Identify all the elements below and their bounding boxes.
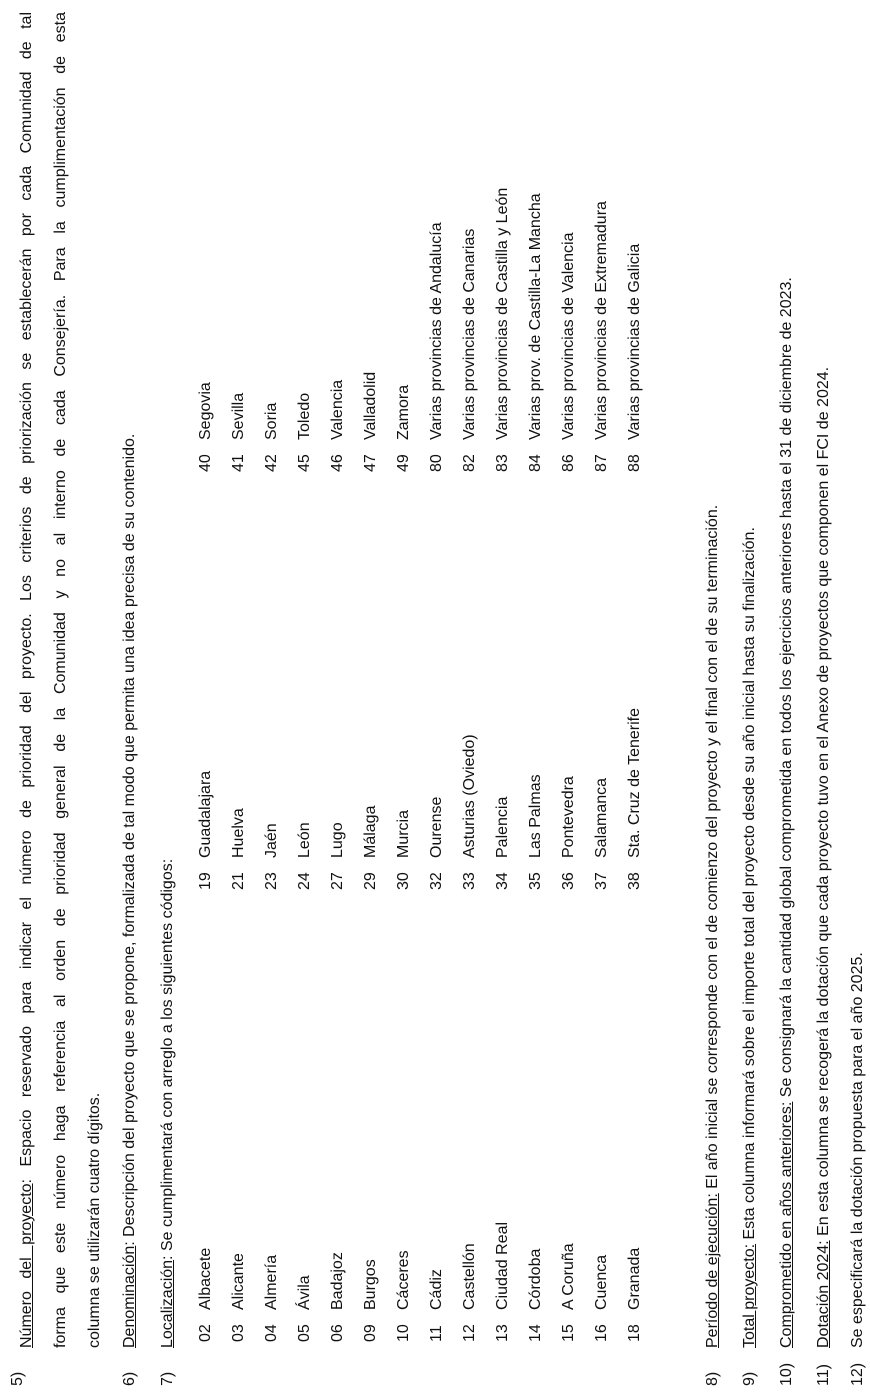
province-code: 03 (230, 1324, 247, 1342)
province-code: 02 (197, 1324, 214, 1342)
province-code: 33 (461, 872, 478, 890)
province-name: Almería (263, 1254, 280, 1310)
province-code: 49 (395, 454, 412, 472)
province-code: 10 (395, 1324, 412, 1342)
province-code: 12 (461, 1324, 478, 1342)
province-name: Huelva (230, 808, 247, 858)
province-code: 46 (329, 454, 346, 472)
item-9-body: Esta columna informará sobre el importe total del proyecto desde su año inicial hasta su finalización. (741, 527, 758, 1244)
province-name: Ourense (428, 796, 445, 858)
province-name: Sevilla (230, 392, 247, 440)
province-code: 38 (626, 872, 643, 890)
province-name: Soria (263, 402, 280, 440)
item-11-text (816, 367, 832, 1348)
province-code: 09 (362, 1324, 379, 1342)
province-code: 47 (362, 454, 379, 472)
province-code: 34 (494, 872, 511, 890)
province-code: 06 (329, 1324, 346, 1342)
province-code: 16 (593, 1324, 610, 1342)
province-name: Cuenca (593, 1254, 610, 1310)
province-name: Murcia (395, 809, 412, 858)
item-10-text (779, 277, 795, 1348)
item-6-number: 6) (121, 1371, 138, 1386)
province-name: Segovia (197, 382, 214, 440)
province-code: 84 (527, 454, 544, 472)
item-7-body: : Se cumplimentará con arreglo a los siguientes códigos: (159, 858, 176, 1260)
item-5-line-3: columna se utilizarán cuatro dígitos. (86, 1092, 103, 1348)
province-code: 35 (527, 872, 544, 890)
province-code: 83 (494, 454, 511, 472)
province-code: 41 (230, 454, 247, 472)
province-code: 36 (560, 872, 577, 890)
item-5-line-1 (10, 12, 44, 1348)
province-code: 30 (395, 872, 412, 890)
province-name: Albacete (197, 1247, 214, 1310)
province-name: Salamanca (593, 777, 610, 858)
province-name: Granada (626, 1247, 643, 1310)
province-name: Varias provincias de Extremadura (593, 201, 610, 440)
province-code: 14 (527, 1324, 544, 1342)
item-8-lead: Período de ejecución: (704, 1193, 721, 1348)
province-code: 19 (197, 872, 214, 890)
item-6-body: : Descripción del proyecto que se propone, formalizada de tal modo que permita una idea precisa de su contenido. (121, 433, 138, 1246)
province-code: 23 (263, 872, 280, 890)
item-10-body: Se consignará la cantidad global comprometida en todos los ejercicios anteriores hasta el 31 de diciembre de 2023. (778, 277, 795, 1102)
item-8-text (705, 505, 721, 1348)
item-5-paragraph (10, 12, 112, 1348)
province-code: 13 (494, 1324, 511, 1342)
province-name: Zamora (395, 384, 412, 440)
province-name: Varias provincias de Galicia (626, 243, 643, 440)
province-code: 21 (230, 872, 247, 890)
province-name: Sta. Cruz de Tenerife (626, 707, 643, 858)
province-name: Varias provincias de Andalucía (428, 222, 445, 440)
item-11-body: En esta columna se recogerá la dotación que cada proyecto tuvo en el Anexo de proyectos que componen el FCI de 2024. (815, 366, 832, 1241)
province-code: 05 (296, 1324, 313, 1342)
province-name: Pontevedra (560, 776, 577, 858)
province-code: 32 (428, 872, 445, 890)
province-name: Cáceres (395, 1250, 412, 1310)
province-name: Guadalajara (197, 770, 214, 858)
province-code: 80 (428, 454, 445, 472)
province-name: Castellón (461, 1243, 478, 1310)
province-code: 86 (560, 454, 577, 472)
province-name: Las Palmas (527, 774, 544, 858)
item-8-number: 8) (704, 1371, 721, 1386)
province-name: León (296, 822, 313, 858)
item-7-number: 7) (159, 1371, 176, 1386)
item-12-number: 12) (849, 1362, 866, 1386)
province-name: Ávila (296, 1275, 313, 1310)
province-name: Alicante (230, 1253, 247, 1310)
province-code: 24 (296, 872, 313, 890)
province-code: 18 (626, 1324, 643, 1342)
province-name: Lugo (329, 822, 346, 858)
province-code: 82 (461, 454, 478, 472)
province-name: Varias provincias de Castilla y León (494, 187, 511, 440)
province-name: Varias provincias de Canarias (461, 228, 478, 440)
province-code: 27 (329, 872, 346, 890)
item-7-text (160, 859, 176, 1348)
province-name: Palencia (494, 796, 511, 858)
province-name: Jaén (263, 823, 280, 858)
item-5-line-2: forma que este número haga referencia al orden de prioridad general de la Comunidad y no al interno de cada Consejería. Para la cumplimentación de esta (52, 12, 69, 1348)
province-name: Toledo (296, 392, 313, 440)
province-name: Málaga (362, 805, 379, 858)
province-code: 15 (560, 1324, 577, 1342)
province-name: Varias prov. de Castilla-La Mancha (527, 193, 544, 440)
province-name: Córdoba (527, 1248, 544, 1310)
item-11-number: 11) (815, 1364, 832, 1386)
province-code: 40 (197, 454, 214, 472)
item-9-lead: Total proyecto: (741, 1243, 758, 1348)
item-6-lead: Denominación (121, 1245, 138, 1348)
province-name: Cádiz (428, 1269, 445, 1310)
province-name: A Coruña (560, 1243, 577, 1310)
item-6-text (122, 434, 138, 1348)
province-code: 42 (263, 454, 280, 472)
item-10-lead: Comprometido en años anteriores: (778, 1101, 795, 1348)
province-code: 11 (428, 1325, 445, 1342)
item-9-number: 9) (741, 1371, 758, 1386)
province-code: 04 (263, 1324, 280, 1342)
province-name: Valladolid (362, 371, 379, 440)
province-code: 87 (593, 454, 610, 472)
province-name: Ciudad Real (494, 1221, 511, 1310)
province-name: Badajoz (329, 1252, 346, 1310)
item-5-lead: Número del proyecto (18, 1183, 35, 1348)
province-code: 37 (593, 872, 610, 890)
item-8-body: El año inicial se corresponde con el de comienzo del proyecto y el final con el de su terminación. (704, 504, 721, 1194)
province-name: Valencia (329, 379, 346, 440)
province-name: Burgos (362, 1259, 379, 1310)
item-12-text: Se especificará la dotación propuesta para el año 2025. (849, 952, 866, 1348)
province-code: 45 (296, 454, 313, 472)
item-5-line-1-text: : Espacio reservado para indicar el número de prioridad del proyecto. Los criterios de priorización se establecerán por cada Comunidad de tal (18, 11, 35, 1184)
item-9-text (742, 527, 758, 1348)
item-10-number: 10) (778, 1362, 795, 1386)
item-5-number: 5) (9, 1371, 26, 1386)
province-name: Varias provincias de Valencia (560, 232, 577, 440)
province-code: 29 (362, 872, 379, 890)
province-name: Asturias (Oviedo) (461, 734, 478, 858)
item-11-lead: Dotación 2024: (815, 1240, 832, 1348)
province-code: 88 (626, 454, 643, 472)
item-7-lead: Localización (159, 1259, 176, 1348)
